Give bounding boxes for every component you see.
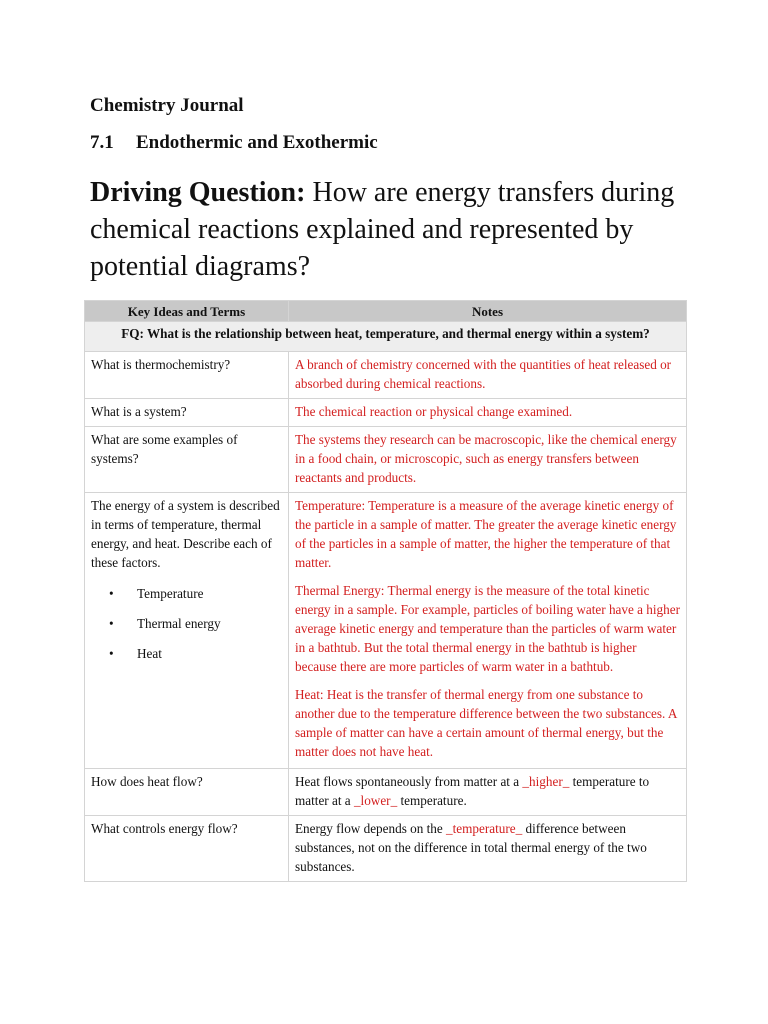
bullet-icon: • [109, 586, 114, 601]
answer-blank: _lower_ [353, 793, 398, 808]
table-row [85, 399, 687, 427]
journal-title: Chemistry Journal [90, 95, 244, 116]
driving-question-label: Driving Question: [90, 177, 306, 208]
thermal-energy-note: Thermal Energy: Thermal energy is the measure of the total kinetic energy in a sample. For example, particles of boiling water have a higher average kinetic energy and temperature than the particles of warm water in a bathtub. But the total thermal energy in the bathtub is higher because there are more particles of warm water in a bathtub. [295, 583, 680, 674]
term-cell: What is thermochemistry? [85, 352, 289, 399]
note-text: temperature. [397, 793, 467, 808]
factor-label: Thermal energy [137, 616, 221, 631]
note-cell: The systems they research can be macroscopic, like the chemical energy in a food chain, or microscopic, such as energy transfers between reactants and products. [289, 427, 687, 493]
note-text: Heat flows spontaneously from matter at a [295, 774, 523, 789]
term-cell: How does heat flow? [85, 769, 289, 816]
table-row [85, 427, 687, 493]
header-notes: Notes [289, 301, 687, 322]
answer-blank: _temperature_ [446, 821, 523, 836]
note-cell [289, 816, 687, 882]
section-number: 7.1 [90, 132, 114, 153]
table-row [85, 816, 687, 882]
table-header-row [85, 301, 687, 322]
term-cell: What controls energy flow? [85, 816, 289, 882]
factor-label: Heat [137, 646, 162, 661]
list-item [109, 614, 282, 633]
factor-label: Temperature [137, 586, 204, 601]
driving-question [90, 174, 690, 285]
note-cell [289, 493, 687, 769]
section-heading [90, 132, 378, 154]
focus-question: FQ: What is the relationship between heat, temperature, and thermal energy within a system? [85, 322, 687, 352]
note-text: temperature to matter at a [295, 774, 650, 808]
bullet-icon: • [109, 616, 114, 631]
term-cell: What is a system? [85, 399, 289, 427]
note-cell: A branch of chemistry concerned with the quantities of heat released or absorbed during chemical reactions. [289, 352, 687, 399]
table-row [85, 352, 687, 399]
term-cell [85, 493, 289, 769]
term-text: The energy of a system is described in terms of temperature, thermal energy, and heat. Describe each of these factors. [91, 498, 280, 570]
term-cell: What are some examples of systems? [85, 427, 289, 493]
section-title: Endothermic and Exothermic [136, 132, 378, 153]
bullet-icon: • [109, 646, 114, 661]
driving-question-text: How are energy transfers during chemical reactions explained and represented by potential diagrams? [90, 177, 675, 282]
focus-question-row [85, 322, 687, 352]
notes-table [84, 300, 687, 882]
header-key-ideas: Key Ideas and Terms [85, 301, 289, 322]
answer-blank: _higher_ [522, 774, 570, 789]
note-cell [289, 769, 687, 816]
note-text: difference between substances, not on the difference in total thermal energy of the two substances. [295, 821, 647, 874]
factor-list [91, 584, 282, 663]
note-cell: The chemical reaction or physical change examined. [289, 399, 687, 427]
note-text: Energy flow depends on the [295, 821, 447, 836]
table-row [85, 493, 687, 769]
list-item [109, 644, 282, 663]
table-row [85, 769, 687, 816]
list-item [109, 584, 282, 603]
temperature-note: Temperature: Temperature is a measure of the average kinetic energy of the particle in a sample of matter. The greater the average kinetic energy of the particles in a sample of matter, the higher the temperature of that matter. [295, 498, 677, 570]
heat-note: Heat: Heat is the transfer of thermal energy from one substance to another due to the temperature difference between the two substances. A sample of matter can have a certain amount of thermal energy, but the matter does not have heat. [295, 687, 677, 759]
